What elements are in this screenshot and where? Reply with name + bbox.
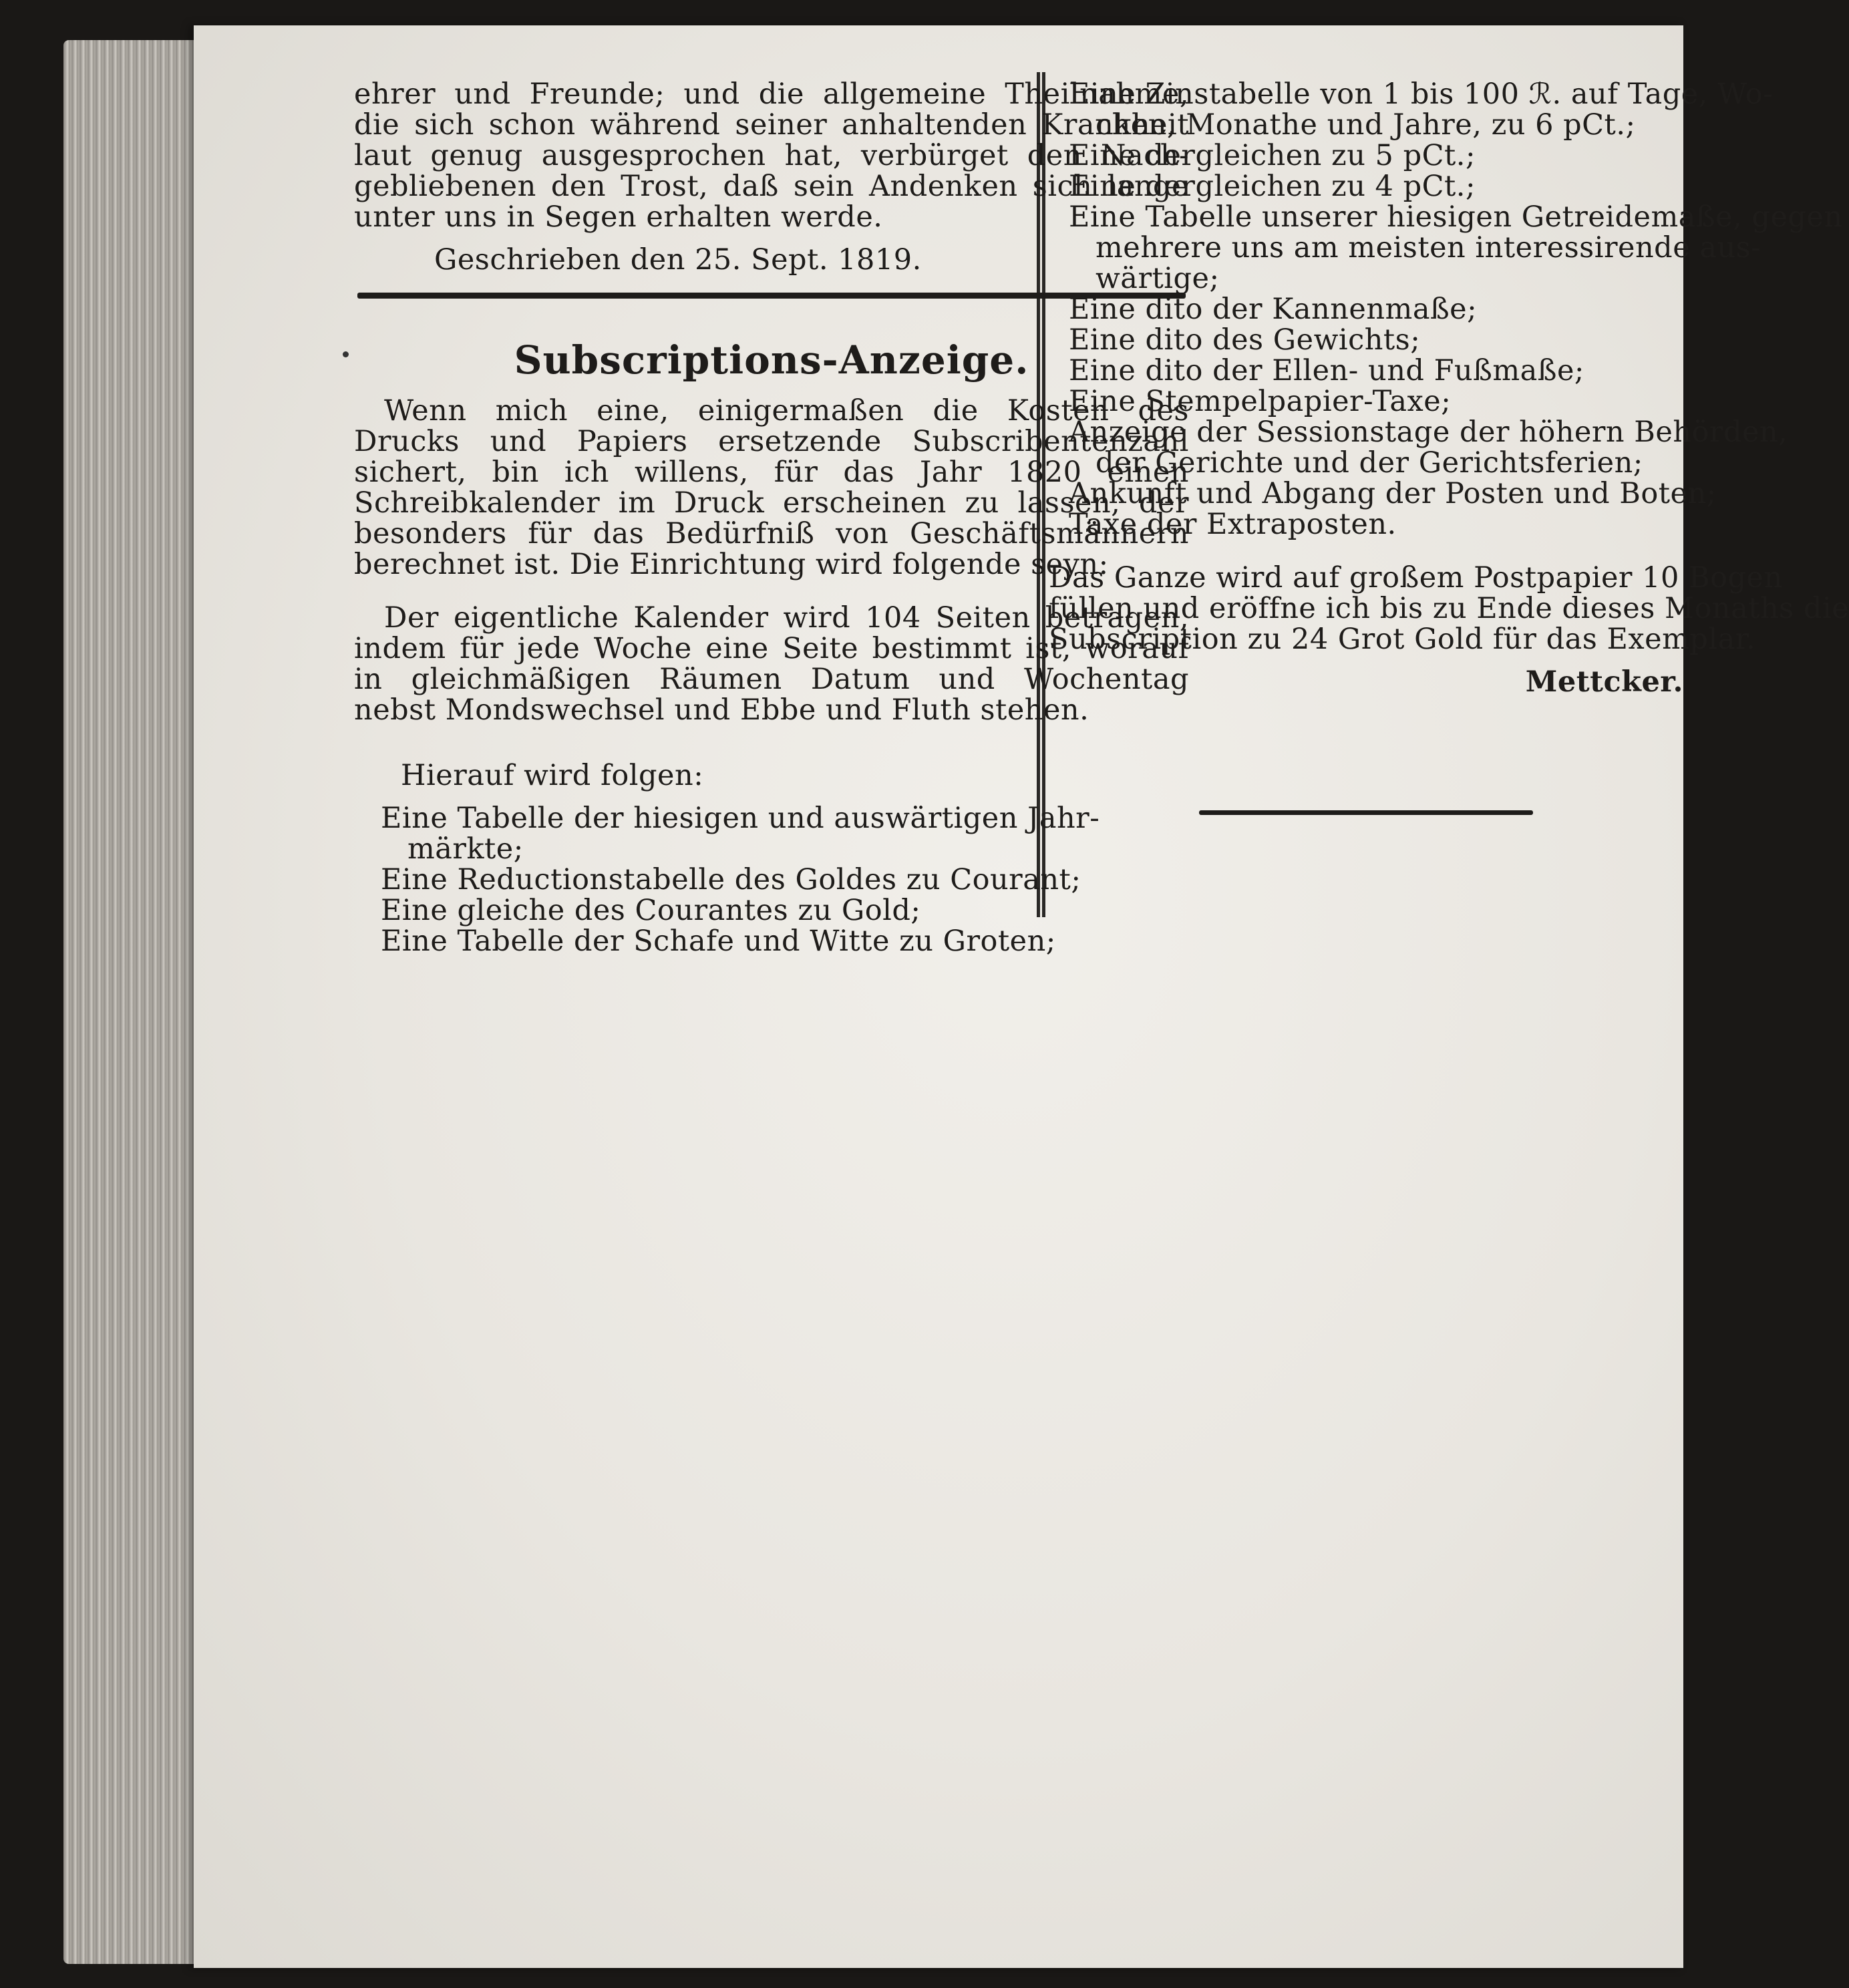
intro-line: Drucks und Papiers ersetzende Subscribentenzahl [354, 425, 1189, 458]
list-item: chen, Monathe und Jahre, zu 6 pCt.; [1096, 108, 1636, 142]
calendar-line: in gleichmäßigen Räumen Datum und Wochentag [354, 663, 1189, 696]
list-item: wärtige; [1096, 262, 1220, 295]
separator-rule [357, 293, 1186, 299]
list-item: mehrere uns am meisten interessirende aus- [1096, 231, 1761, 265]
intro-line: berechnet ist. Die Einrichtung wird folgende seyn: [354, 548, 1109, 581]
obituary-line: gebliebenen den Trost, daß sein Andenken sich lange [354, 170, 1189, 203]
list-item: Eine dito der Ellen- und Fußmaße; [1069, 354, 1584, 387]
list-item: Eine dito des Gewichts; [1069, 323, 1421, 357]
follows-label: Hierauf wird folgen: [401, 759, 704, 792]
list-item: Eine gleiche des Courantes zu Gold; [381, 894, 921, 927]
obituary-line: unter uns in Segen erhalten werde. [354, 200, 883, 234]
closing-line: Subscription zu 24 Grot Gold für das Exemplar. [1049, 623, 1756, 656]
intro-line: besonders für das Bedürfniß von Geschäftsmännern [354, 517, 1189, 550]
dateline: Geschrieben den 25. Sept. 1819. [434, 243, 922, 277]
calendar-line: Der eigentliche Kalender wird 104 Seiten betragen, [384, 601, 1189, 635]
obituary-line: laut genug ausgesprochen hat, verbürget den Nach- [354, 139, 1189, 172]
list-item: Eine Tabelle unserer hiesigen Getreidemaße, gegen [1069, 200, 1843, 234]
closing-line: Das Ganze wird auf großem Postpapier 10 Bogen [1049, 561, 1783, 595]
list-item: Eine Reductionstabelle des Goldes zu Courant; [381, 863, 1081, 896]
intro-line: Wenn mich eine, einigermaßen die Kosten des [384, 394, 1189, 428]
intro-line: Schreibkalender im Druck erscheinen zu lassen, der [354, 486, 1189, 520]
calendar-line: indem für jede Woche eine Seite bestimmt ist, worauf [354, 632, 1189, 665]
list-item: Eine Tabelle der hiesigen und auswärtigen Jahr- [381, 802, 1100, 835]
list-item: Eine dergleichen zu 5 pCt.; [1069, 139, 1476, 172]
document-page [194, 25, 1849, 1968]
right-column [1049, 77, 1849, 699]
ink-speck [343, 351, 349, 357]
list-item: märkte; [407, 832, 524, 866]
list-item: der Gerichte und der Gerichtsferien; [1096, 446, 1643, 480]
list-item: Anzeige der Sessionstage der höhern Behörden, [1069, 416, 1788, 449]
closing-rule [1199, 810, 1533, 815]
closing-line: füllen und eröffne ich bis zu Ende dieses Monaths die [1049, 592, 1849, 625]
list-item: Eine dito der Kannenmaße; [1069, 293, 1478, 326]
list-item: Taxe der Extraposten. [1069, 508, 1397, 541]
intro-line: sichert, bin ich willens, für das Jahr 1820 einen [354, 456, 1189, 489]
signature: Mettcker. [1525, 665, 1683, 699]
list-item: Eine Stempelpapier-Taxe; [1069, 385, 1452, 418]
calendar-line: nebst Mondswechsel und Ebbe und Fluth stehen. [354, 693, 1089, 727]
section-heading: Subscriptions-Anzeige. [514, 337, 1029, 383]
list-item: Eine dergleichen zu 4 pCt.; [1069, 170, 1476, 203]
left-column [354, 79, 1189, 957]
obituary-line: die sich schon während seiner anhaltenden Krankheit [354, 108, 1189, 142]
list-item: Eine Zinstabelle von 1 bis 100 ℛ. auf Tage, Wo- [1069, 77, 1774, 111]
list-item: Ankunft und Abgang der Posten und Boten; [1069, 477, 1717, 510]
obituary-line: ehrer und Freunde; und die allgemeine Theilnahme, [354, 77, 1189, 111]
list-item: Eine Tabelle der Schafe und Witte zu Groten; [381, 925, 1056, 958]
